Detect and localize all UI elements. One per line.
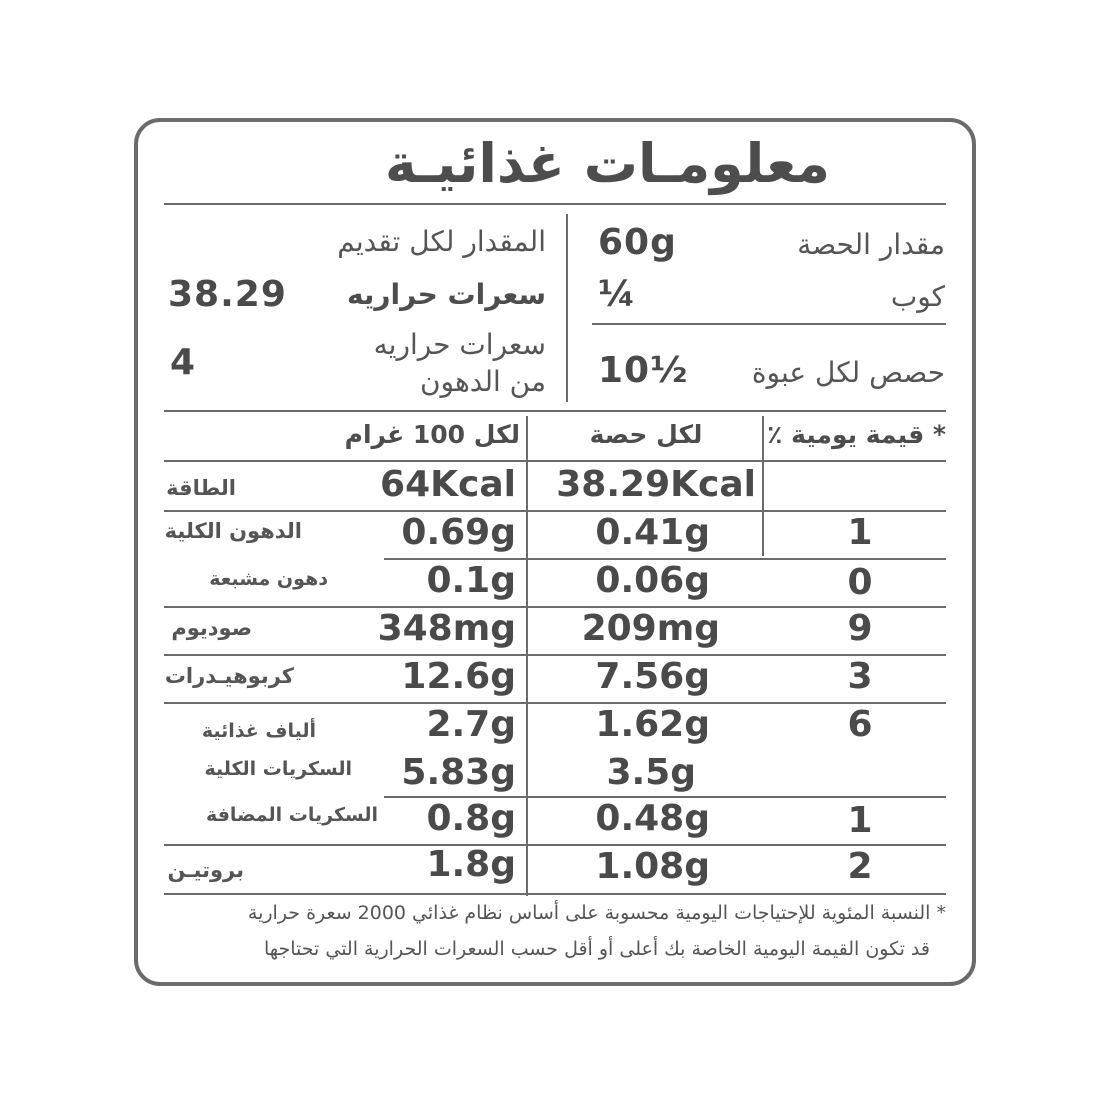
column-divider-2 (762, 416, 764, 556)
nutrient-daily-value: 2 (847, 846, 873, 887)
nutrient-per-100g: 348mg (377, 608, 516, 649)
fat-calories-value: 4 (170, 342, 197, 383)
nutrient-name: الطاقة (166, 476, 236, 500)
nutrient-daily-value: 1 (847, 800, 873, 841)
nutrient-per-serving: 0.06g (595, 560, 710, 601)
footnote-divider (164, 893, 946, 895)
servings-per-pack-label: حصص لكل عبوة (751, 356, 945, 389)
nutrient-per-100g: 2.7g (426, 704, 516, 745)
nutrient-name: الدهون الكلية (164, 519, 302, 543)
nutrient-daily-value: 0 (847, 562, 873, 603)
title-divider (164, 203, 946, 205)
table-top-divider (164, 410, 946, 412)
nutrient-per-serving: 0.41g (595, 512, 710, 553)
nutrient-per-serving: 7.56g (595, 656, 710, 697)
nutrient-per-100g: 0.69g (401, 512, 516, 553)
servings-per-pack-value: 10½ (598, 350, 689, 391)
nutrient-per-100g: 5.83g (401, 752, 516, 793)
nutrient-per-100g: 1.8g (426, 844, 516, 885)
nutrient-per-serving: 209mg (581, 608, 720, 649)
nutrient-per-100g: 64Kcal (380, 464, 516, 505)
amount-per-serving-heading: المقدار لكل تقديم (337, 225, 546, 258)
nutrient-name: كربوهيـدرات (164, 664, 294, 688)
nutrient-daily-value: 1 (847, 512, 873, 553)
footnote-line-2: قد تكون القيمة اليومية الخاصة بك أعلى أو أقل حسب السعرات الحرارية التي تحتاجها (263, 938, 930, 960)
serving-divider (592, 323, 946, 325)
cup-value: ¼ (598, 274, 637, 315)
nutrient-daily-value: 3 (847, 656, 873, 697)
header-per-serving: لكل حصة (589, 420, 703, 449)
nutrient-per-100g: 0.8g (426, 798, 516, 839)
fat-calories-label-line1: سعرات حراريه (373, 328, 546, 361)
nutrient-name: صوديوم (171, 616, 252, 640)
nutrient-daily-value: 6 (847, 704, 873, 745)
nutrient-per-100g: 0.1g (426, 560, 516, 601)
nutrient-per-serving: 1.62g (595, 704, 710, 745)
serving-size-value: 60g (598, 222, 677, 263)
nutrient-name: السكريات المضافة (205, 804, 378, 826)
calories-label: سعرات حراريه (346, 278, 546, 311)
calories-value: 38.29 (168, 274, 287, 315)
serving-size-label: مقدار الحصة (797, 228, 945, 261)
nutrient-name: بروتيـن (167, 858, 244, 882)
nutrient-per-serving: 3.5g (606, 752, 696, 793)
top-section-divider (566, 214, 568, 402)
nutrient-daily-value: 9 (847, 608, 873, 649)
nutrient-per-serving: 38.29Kcal (556, 464, 756, 505)
nutrient-name: ألياف غذائية (201, 720, 316, 742)
nutrient-name: دهون مشبعة (209, 568, 328, 590)
nutrient-name: السكريات الكلية (204, 758, 352, 780)
fat-calories-label-line2: من الدهون (419, 365, 546, 398)
nutrient-per-serving: 0.48g (595, 798, 710, 839)
nutrient-per-100g: 12.6g (401, 656, 516, 697)
cup-label: كوب (890, 280, 945, 313)
label-title: معلومـات غذائيـة (384, 132, 830, 195)
footnote-line-1: * النسبة المئوية للإحتياجات اليومية محسوبة على أساس نظام غذائي 2000 سعرة حرارية (247, 902, 946, 924)
nutrient-per-serving: 1.08g (595, 846, 710, 887)
row-divider (164, 460, 946, 462)
header-per-100g: لكل 100 غرام (344, 420, 520, 449)
header-daily-value: * قيمة يومية ٪ (767, 420, 946, 449)
